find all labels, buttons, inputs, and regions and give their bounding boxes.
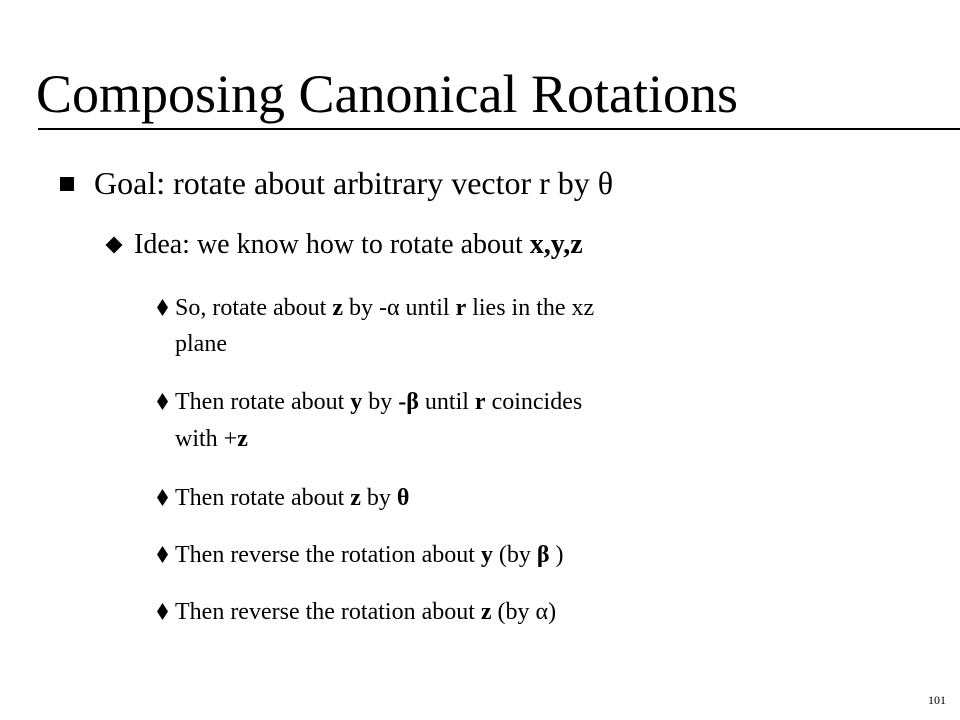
step-2-axis-y: y — [350, 389, 363, 415]
title-underline — [38, 128, 960, 130]
step-1-line-1 — [175, 291, 594, 325]
goal-text: Goal: rotate about arbitrary vector r by θ — [94, 165, 614, 201]
step-5-alpha: α — [535, 599, 549, 625]
step-5-text-a: Then reverse the rotation about — [175, 599, 481, 625]
step-3-theta: θ — [396, 485, 410, 511]
step-2-beta: -β — [398, 389, 419, 415]
step-1-alpha: α — [386, 295, 400, 321]
step-5-text-c: ) — [548, 599, 557, 625]
step-2-line-1 — [175, 385, 582, 419]
small-diamond-bullet-icon — [157, 546, 168, 563]
step-5-axis-z: z — [480, 599, 492, 625]
step-3-axis-z: z — [350, 485, 361, 511]
small-diamond-bullet-icon — [157, 489, 168, 506]
step-1-axis-z: z — [332, 295, 343, 321]
diamond-bullet-icon — [106, 237, 123, 254]
step-3-text-a: Then rotate about — [175, 485, 351, 511]
step-1-line-2: plane — [175, 331, 227, 357]
step-3-line-1 — [175, 481, 409, 515]
step-2-vector-r: r — [474, 389, 486, 415]
step-2-text-a: Then rotate about — [175, 389, 351, 415]
small-diamond-bullet-icon — [157, 299, 168, 316]
small-diamond-bullet-icon — [157, 393, 168, 410]
step-4-line-1 — [175, 538, 564, 572]
idea-text — [134, 227, 583, 263]
page-number: 101 — [928, 693, 946, 707]
step-1-text-b: by - — [342, 295, 387, 321]
step-4-beta: β — [536, 542, 550, 568]
step-5-text-b: (by — [491, 599, 536, 625]
step-2-text-with: with + — [175, 426, 238, 452]
step-1-text-d: lies in the xz — [466, 295, 595, 321]
step-5-line-1 — [175, 595, 556, 629]
idea-axes: x,y,z — [529, 229, 583, 260]
step-4-text-b: (by — [492, 542, 537, 568]
step-1-text-c: until — [399, 295, 456, 321]
step-4-axis-y: y — [480, 542, 493, 568]
step-3-text-b: by — [360, 485, 397, 511]
step-2-axis-z: z — [237, 426, 248, 452]
idea-prefix: Idea: we know how to rotate about — [134, 229, 530, 260]
step-2-line-2 — [175, 422, 248, 456]
step-2-text-d: coincides — [485, 389, 583, 415]
step-2-text-c: until — [418, 389, 475, 415]
step-4-text-c: ) — [549, 542, 564, 568]
step-2-text-b: by — [362, 389, 399, 415]
small-diamond-bullet-icon — [157, 603, 168, 620]
step-4-text-a: Then reverse the rotation about — [175, 542, 481, 568]
step-1-text-a: So, rotate about — [175, 295, 333, 321]
step-1-vector-r: r — [455, 295, 467, 321]
square-bullet-icon — [60, 177, 74, 191]
slide-title: Composing Canonical Rotations — [36, 64, 738, 124]
